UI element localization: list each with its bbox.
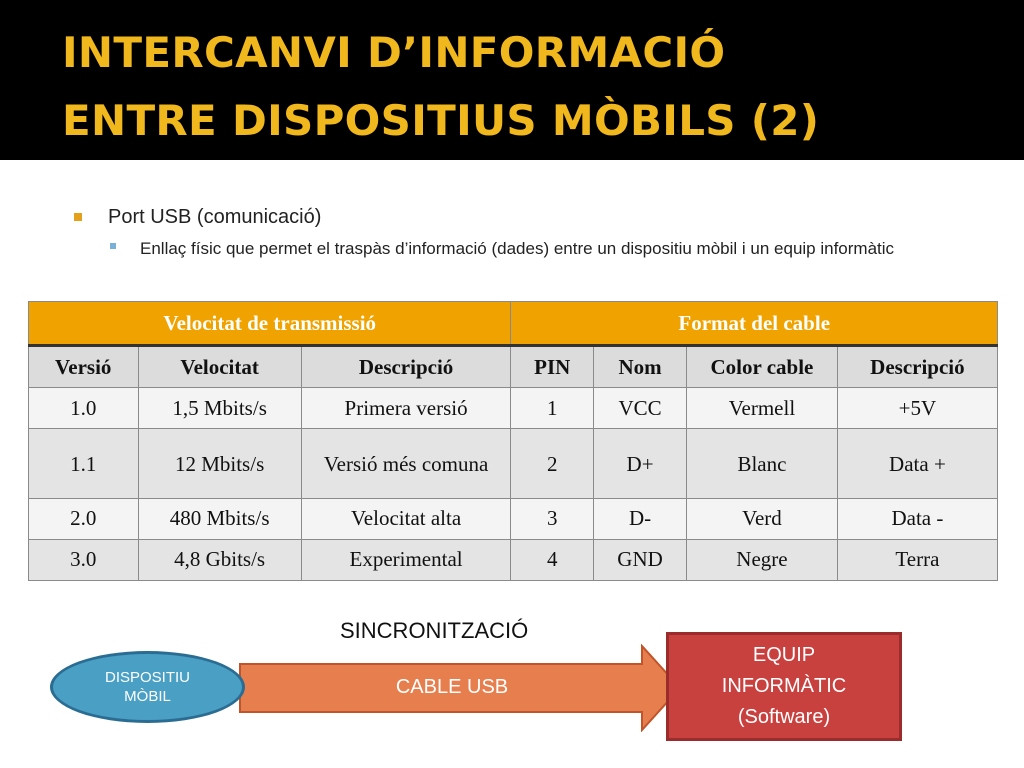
table-cell: 12 Mbits/s bbox=[138, 429, 301, 498]
table-cell: 480 Mbits/s bbox=[138, 498, 301, 539]
table-row bbox=[29, 539, 998, 580]
mobile-device-label-line-2: MÒBIL bbox=[124, 688, 171, 705]
computer-label-line-3: (Software) bbox=[737, 706, 831, 728]
table-header-row bbox=[29, 346, 998, 388]
table-cell: Terra bbox=[837, 539, 997, 580]
table-cell: Versió més comuna bbox=[301, 429, 511, 498]
mobile-device-label bbox=[88, 668, 208, 706]
table-cell: Data - bbox=[837, 498, 997, 539]
mobile-device-label-line-1: DISPOSITIU bbox=[104, 669, 190, 686]
bullet-level-1: Port USB (comunicació) bbox=[108, 206, 322, 228]
table-cell: Verd bbox=[687, 498, 838, 539]
table-cell: 1,5 Mbits/s bbox=[138, 388, 301, 429]
column-header-description: Descripció bbox=[301, 346, 511, 388]
table-cell: Primera versió bbox=[301, 388, 511, 429]
table-cell: 2 bbox=[511, 429, 594, 498]
table-cell: Velocitat alta bbox=[301, 498, 511, 539]
usb-table bbox=[28, 301, 998, 581]
sync-label: SINCRONITZACIÓ bbox=[340, 618, 529, 643]
column-header-speed: Velocitat bbox=[138, 346, 301, 388]
column-header-version: Versió bbox=[29, 346, 139, 388]
table-cell: 4,8 Gbits/s bbox=[138, 539, 301, 580]
group-header-speed: Velocitat de transmissió bbox=[29, 302, 511, 346]
table-cell: D+ bbox=[594, 429, 687, 498]
table-cell: GND bbox=[594, 539, 687, 580]
bullet-square-icon bbox=[74, 213, 82, 221]
table-cell: 2.0 bbox=[29, 498, 139, 539]
table-cell: 3.0 bbox=[29, 539, 139, 580]
table-row bbox=[29, 388, 998, 429]
cable-label: CABLE USB bbox=[395, 676, 509, 698]
table-group-header-row bbox=[29, 302, 998, 346]
computer-equipment-label bbox=[684, 640, 884, 733]
mobile-device-shape bbox=[50, 651, 245, 723]
slide-title-line-2: ENTRE DISPOSITIUS MÒBILS (2) bbox=[62, 96, 820, 145]
table-cell: 3 bbox=[511, 498, 594, 539]
table-cell: Blanc bbox=[687, 429, 838, 498]
column-header-cable-color: Color cable bbox=[687, 346, 838, 388]
column-header-name: Nom bbox=[594, 346, 687, 388]
computer-label-line-1: EQUIP bbox=[752, 644, 816, 666]
table-cell: VCC bbox=[594, 388, 687, 429]
table-cell: Vermell bbox=[687, 388, 838, 429]
table-cell: Experimental bbox=[301, 539, 511, 580]
table-cell: +5V bbox=[837, 388, 997, 429]
table-cell: Negre bbox=[687, 539, 838, 580]
bullet-level-2: Enllaç físic que permet el traspàs d’informació (dades) entre un dispositiu mòbil i un equip informàtic bbox=[140, 239, 895, 258]
table-cell: 1.1 bbox=[29, 429, 139, 498]
group-header-cable: Format del cable bbox=[511, 302, 998, 346]
table-cell: D- bbox=[594, 498, 687, 539]
table-row bbox=[29, 429, 998, 498]
computer-equipment-box bbox=[666, 632, 902, 741]
table-cell: 1.0 bbox=[29, 388, 139, 429]
table-cell: 1 bbox=[511, 388, 594, 429]
table-cell: 4 bbox=[511, 539, 594, 580]
table-row bbox=[29, 498, 998, 539]
slide-title-line-1: INTERCANVI D’INFORMACIÓ bbox=[62, 28, 726, 77]
column-header-pin-description: Descripció bbox=[837, 346, 997, 388]
table-cell: Data + bbox=[837, 429, 997, 498]
computer-label-line-2: INFORMÀTIC bbox=[721, 675, 847, 697]
sub-bullet-square-icon bbox=[110, 243, 116, 249]
column-header-pin: PIN bbox=[511, 346, 594, 388]
